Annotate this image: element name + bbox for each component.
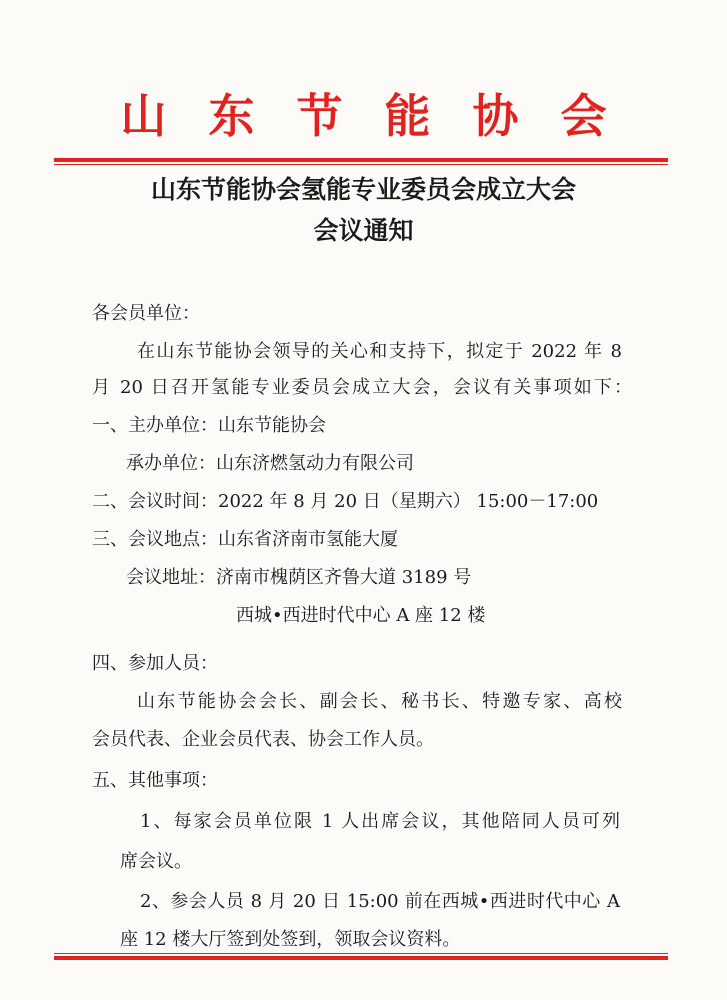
participants-line-1: 山东节能协会会长、副会长、秘书长、特邀专家、高校: [137, 691, 622, 712]
intro-line-1: 在山东节能协会领导的关心和支持下，拟定于 2022 年 8: [137, 341, 622, 362]
meeting-place-line: 三、会议地点：山东省济南市氢能大厦: [92, 529, 398, 550]
meeting-address-line-1: 会议地址：济南市槐荫区齐鲁大道 3189 号: [126, 567, 472, 588]
host-line: 一、主办单位：山东节能协会: [92, 415, 326, 436]
other-item-1-line-1: 1、每家会员单位限 1 人出席会议，其他陪同人员可列: [140, 811, 620, 832]
participants-heading: 四、参加人员：: [92, 653, 218, 674]
intro-line-2: 月 20 日召开氢能专业委员会成立大会，会议有关事项如下：: [92, 377, 632, 398]
letterhead-org-name: 山东节能协会: [120, 89, 649, 143]
co-host-line: 承办单位：山东济燃氢动力有限公司: [126, 453, 414, 474]
letterhead-red-rule-bottom: [54, 953, 668, 960]
other-item-1-line-2: 席会议。: [120, 851, 192, 872]
other-item-2-line-2: 座 12 楼大厅签到处签到，领取会议资料。: [120, 929, 461, 950]
other-item-2-line-1: 2、参会人员 8 月 20 日 15:00 前在西城•西进时代中心 A: [140, 891, 620, 912]
salutation: 各会员单位：: [92, 303, 200, 324]
meeting-time-line: 二、会议时间：2022 年 8 月 20 日（星期六） 15:00－17:00: [92, 491, 599, 512]
document-title-line1: 山东节能协会氢能专业委员会成立大会: [150, 175, 576, 204]
document-title-line2: 会议通知: [313, 216, 414, 245]
meeting-address-line-2: 西城•西进时代中心 A 座 12 楼: [236, 605, 486, 626]
participants-line-2: 会员代表、企业会员代表、协会工作人员。: [92, 729, 434, 750]
letterhead-red-rule-top: [54, 158, 668, 165]
other-matters-heading: 五、其他事项：: [92, 770, 218, 791]
